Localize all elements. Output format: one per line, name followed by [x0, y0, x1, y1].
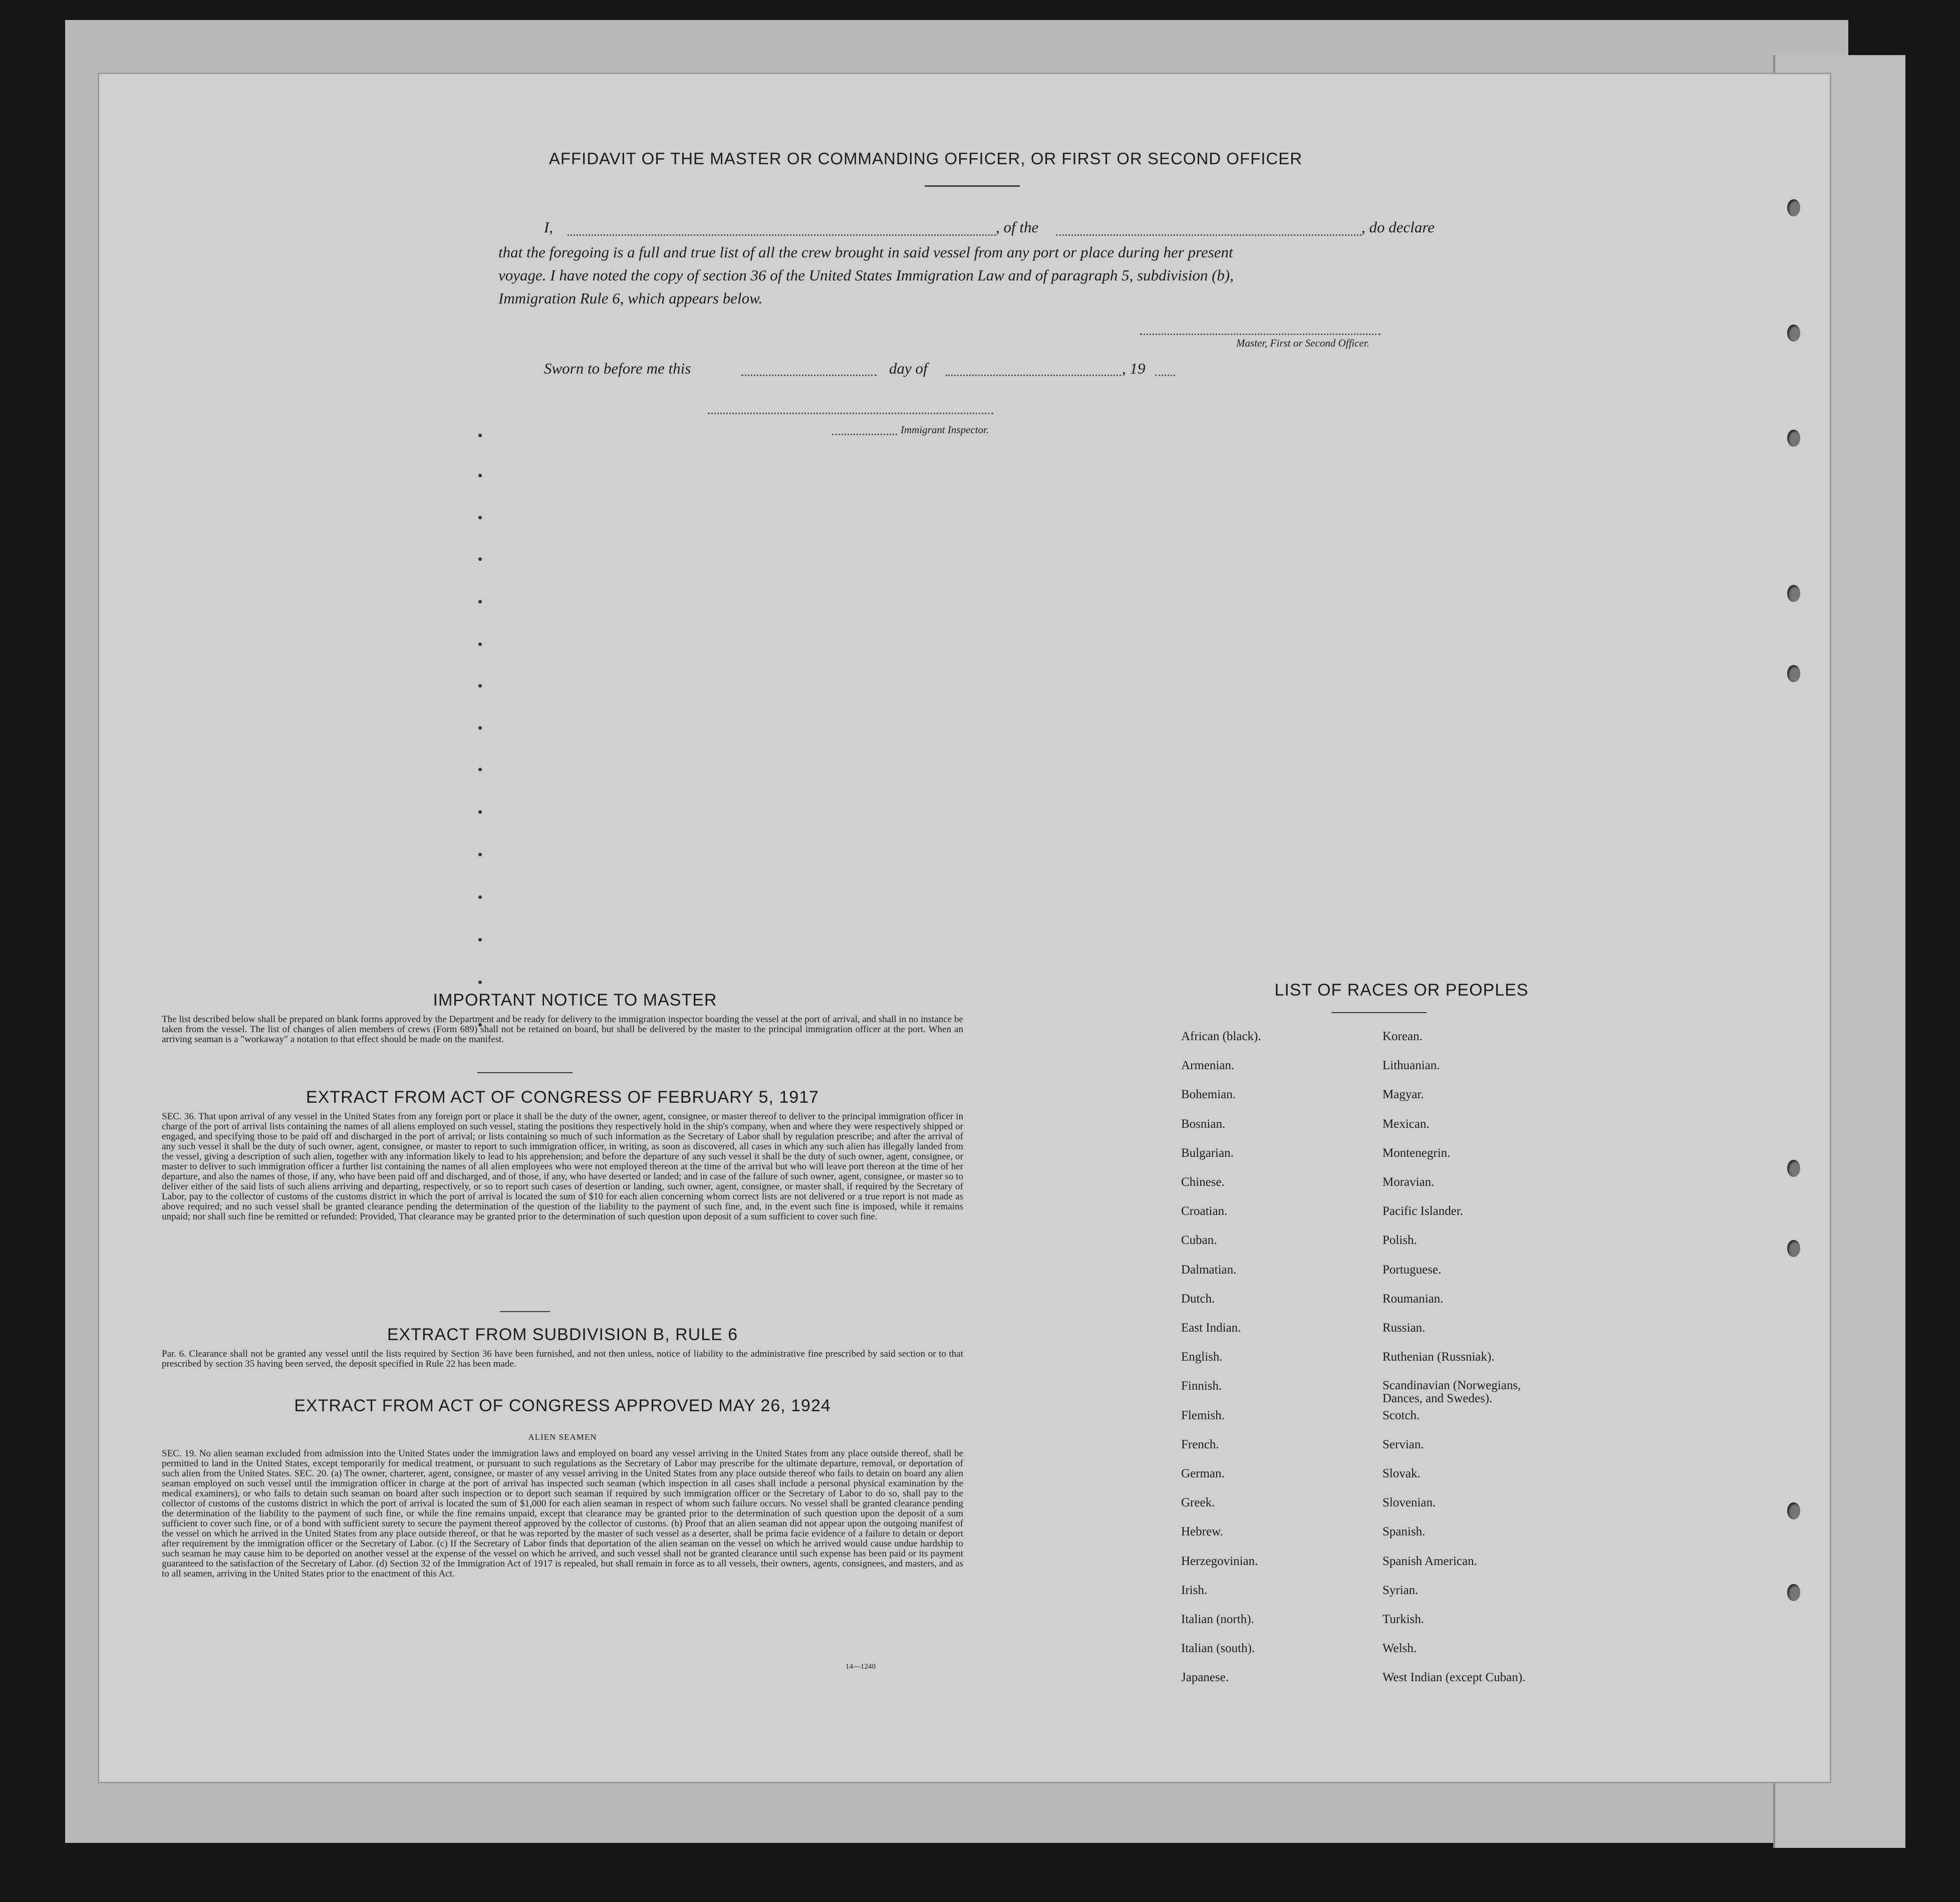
races-rule: [1331, 1012, 1427, 1013]
race-item: Portuguese.: [1382, 1262, 1442, 1277]
race-item: Bulgarian.: [1181, 1146, 1234, 1160]
punch-hole: [1787, 430, 1800, 447]
punch-hole: [1787, 1584, 1800, 1601]
race-item: Moravian.: [1382, 1175, 1435, 1189]
affidavit-line-4: Immigration Rule 6, which appears below.: [498, 289, 763, 307]
race-item: Bohemian.: [1181, 1088, 1236, 1102]
race-item: Scotch.: [1382, 1408, 1420, 1422]
mark: [478, 516, 482, 519]
race-item: German.: [1181, 1467, 1225, 1480]
race-item: Flemish.: [1181, 1408, 1225, 1422]
race-item: Slovenian.: [1382, 1496, 1436, 1510]
race-item: Greek.: [1181, 1496, 1215, 1510]
punch-hole: [1787, 325, 1800, 342]
race-item: Irish.: [1181, 1583, 1208, 1597]
race-item: Bosnian.: [1181, 1117, 1226, 1131]
race-item: Scandinavian (Norwegians, Dances, and Swedes).: [1382, 1379, 1521, 1406]
year-blank: [1155, 375, 1175, 376]
inspector-short-blank: [832, 434, 897, 435]
punch-hole: [1787, 1502, 1800, 1519]
race-item: French.: [1181, 1437, 1219, 1451]
notice-title: IMPORTANT NOTICE TO MASTER: [433, 991, 717, 1010]
extract-1924-text: SEC. 19. No alien seaman excluded from admission into the United States under the immigration laws and employed on board any vessel arriving in the United States from any place outside thereof, shall be permitted to land in the United States, except temporarily for medical treatment, or pursuant to such regulations as the Secretary of Labor may prescribe for the ultimate departure, removal, or deportation of such alien from the United States. SEC. 20. (a) The owner, charterer, agent, consignee, or master of any vessel arriving in the United States from any place outside thereof who fails to detain on board any alien seaman employed on such vessel until the immigration officer in charge at the port of arrival has inspected such seaman (which inspection in all cases shall include a personal physical examination by the medical examiners), or who fails to detain such seaman on board after such inspection or to deport such seaman if required by such immigration officer or the Secretary of Labor to do so, shall pay to the collector of customs of the customs district in which the port of arrival is located the sum of $1,000 for each alien seaman in respect of whom such failure occurs. No vessel shall be granted clearance pending the determination of the liability to the payment of such fine, or while the fine remains unpaid, except that clearance may be granted prior to the determination of such question upon the deposit of a sum sufficient to cover such fine, or of a bond with sufficient surety to secure the payment thereof approved by the collector of customs. (b) Proof that an alien seaman did not appear upon the outgoing manifest of the vessel on which he arrived in the United States from any place outside thereof, or that he was reported by the master of such vessel as a deserter, shall be prima facie evidence of a failure to detain or deport after requirement by the immigration officer or the Secretary of Labor. (c) If the Secretary of Labor finds that deportation of the alien seaman on the vessel on which he arrived would cause undue hardship to such seaman he may cause him to be deported on another vessel at the expense of the vessel on which he arrived, and such vessel shall not be granted clearance until such expense has been paid or its payment guaranteed to the satisfaction of the Secretary of Labor. (d) Section 32 of the Immigration Act of 1917 is repealed, but shall remain in force as to all vessels, their owners, agents, consignees, and masters, and as to all seamen, arriving in the United States prior to the enactment of this Act.: [162, 1448, 963, 1579]
race-item: Spanish American.: [1382, 1554, 1477, 1568]
race-item: Korean.: [1382, 1030, 1423, 1043]
mark: [478, 726, 482, 730]
day-of-text: day of: [889, 360, 928, 377]
race-item: Croatian.: [1181, 1204, 1228, 1218]
extract-1917-title: EXTRACT FROM ACT OF CONGRESS OF FEBRUARY 5, 1917: [306, 1088, 819, 1107]
punch-hole: [1787, 1160, 1800, 1177]
race-item: East Indian.: [1181, 1321, 1241, 1335]
affidavit-line-2: that the foregoing is a full and true list of all the crew brought in said vessel from any port or place during her present: [498, 243, 1233, 261]
affidavit-line-3: voyage. I have noted the copy of section 36 of the United States Immigration Law and of paragraph 5, subdivision (b),: [498, 266, 1234, 284]
punch-hole: [1787, 585, 1800, 602]
mark: [478, 895, 482, 899]
race-item: Finnish.: [1181, 1379, 1222, 1393]
mark: [478, 810, 482, 814]
master-caption: Master, First or Second Officer.: [1236, 337, 1369, 349]
mark: [478, 557, 482, 561]
race-item: Lithuanian.: [1382, 1059, 1440, 1073]
mark: [478, 434, 482, 437]
year-text: , 19: [1122, 360, 1146, 377]
mark: [478, 981, 482, 984]
race-item: Roumanian.: [1382, 1292, 1444, 1306]
form-number: 14—1240: [846, 1663, 876, 1671]
race-item: Herzegovinian.: [1181, 1554, 1258, 1568]
race-item: Magyar.: [1382, 1088, 1424, 1102]
race-item: English.: [1181, 1350, 1223, 1364]
mark: [478, 768, 482, 771]
mark: [478, 643, 482, 646]
inspector-signature-blank: [708, 413, 993, 414]
extract-1917-text: SEC. 36. That upon arrival of any vessel in the United States from any foreign port or place it shall be the duty of the owner, agent, consignee, or master thereof to deliver to the principal immigration officer in charge of the port of arrival lists containing the names of all aliens employed on such vessel, stating the positions they respectively hold in the ship's company, when and where they were respectively shipped or engaged, and specifying those to be paid off and discharged in the port of arrival; or lists containing so much of such information as the Secretary of Labor shall by regulation prescribe; and after the arrival of any such vessel it shall be the duty of such owner, agent, consignee, or master to report to such immigration officer, in writing, as soon as discovered, all cases in which any such alien has illegally landed from the vessel, giving a description of such alien, together with any information likely to lead to his apprehension; and before the departure of any such vessel it shall be the duty of such owner, agent, consignee, or master to deliver to such immigration officer a further list containing the names of all alien employees who were not employed thereon at the time of the arrival but who will leave port thereon at the time of her departure, and also the names of those, if any, who have been paid off and discharged, and of those, if any, who have deserted or landed; and in case of the failure of such owner, agent, consignee, or master so to deliver either of the said lists of such aliens arriving and departing, respectively, or so to report such cases of desertion or landing, such owner, agent, consignee, or master shall, if required by the Secretary of Labor, pay to the collector of customs of the customs district in which the port of arrival is located the sum of $10 for each alien concerning whom correct lists are not delivered or a true report is not made as above required; and no such vessel shall be granted clearance pending the determination of the question of the liability to the payment of such fine, and, in the event such fine is imposed, while it remains unpaid; nor shall such fine be remitted or refunded: Provided, That clearance may be granted prior to the determination of such question upon deposit of a sum sufficient to cover such fine.: [162, 1111, 963, 1222]
mark: [478, 938, 482, 941]
race-item: African (black).: [1181, 1030, 1261, 1043]
race-item: Italian (south).: [1181, 1642, 1255, 1656]
race-item: Italian (north).: [1181, 1613, 1254, 1626]
race-item: Russian.: [1382, 1321, 1426, 1335]
extract-1924-subtitle: ALIEN SEAMEN: [528, 1432, 597, 1442]
month-blank: [946, 375, 1121, 376]
race-item: Spanish.: [1382, 1525, 1426, 1539]
document-sheet: [99, 74, 1830, 1782]
master-signature-blank: [1140, 334, 1380, 335]
race-item: Armenian.: [1181, 1059, 1235, 1073]
race-item: Mexican.: [1382, 1117, 1430, 1131]
notice-rule: [477, 1072, 573, 1073]
race-item: West Indian (except Cuban).: [1382, 1671, 1526, 1685]
inspector-caption: Immigrant Inspector.: [901, 424, 989, 436]
race-item: Servian.: [1382, 1437, 1424, 1451]
affidavit-of-the: , of the: [996, 218, 1039, 236]
race-item: Dutch.: [1181, 1292, 1215, 1306]
rule-6-text: Par. 6. Clearance shall not be granted any vessel until the lists required by Section 36 have been furnished, and not then unless, notice of liability to the administrative fine prescribed by said section or to that prescribed by section 35 having been served, the deposit specified in Rule 22 has been made.: [162, 1349, 963, 1369]
mark: [478, 684, 482, 688]
affidavit-i: I,: [544, 218, 553, 236]
race-item: Pacific Islander.: [1382, 1204, 1464, 1218]
name-blank: [568, 234, 996, 236]
race-item: Syrian.: [1382, 1583, 1419, 1597]
notice-text: The list described below shall be prepared on blank forms approved by the Department and be ready for delivery to the immigration inspector boarding the vessel at the port of arrival, and shall in no instance be taken from the vessel. The list of changes of alien members of crews (Form 689) shall not be retained on board, but shall be delivered by the master to the principal immigration officer at the port. When an arriving seaman is a "workaway" a notation to that effect should be made on the manifest.: [162, 1014, 963, 1045]
races-title: LIST OF RACES OR PEOPLES: [1274, 981, 1529, 1000]
affidavit-declare: , do declare: [1361, 218, 1435, 236]
mark: [478, 474, 482, 477]
punch-hole: [1787, 199, 1800, 216]
mark: [478, 853, 482, 856]
title-rule: [925, 185, 1020, 187]
day-blank: [741, 375, 877, 376]
punch-hole: [1787, 1240, 1800, 1257]
rule-6-title: EXTRACT FROM SUBDIVISION B, RULE 6: [387, 1325, 738, 1344]
race-item: Cuban.: [1181, 1233, 1217, 1247]
race-item: Ruthenian (Russniak).: [1382, 1350, 1495, 1364]
punch-hole: [1787, 665, 1800, 682]
race-item: Japanese.: [1181, 1671, 1229, 1685]
race-item: Slovak.: [1382, 1467, 1421, 1480]
sworn-text: Sworn to before me this: [544, 360, 691, 377]
race-item: Turkish.: [1382, 1613, 1425, 1626]
race-item: Hebrew.: [1181, 1525, 1223, 1539]
vessel-blank: [1056, 234, 1361, 236]
race-item: Montenegrin.: [1382, 1146, 1451, 1160]
extract-rule: [500, 1311, 550, 1312]
affidavit-title: AFFIDAVIT OF THE MASTER OR COMMANDING OFFICER, OR FIRST OR SECOND OFFICER: [548, 149, 1303, 168]
extract-1924-title: EXTRACT FROM ACT OF CONGRESS APPROVED MAY 26, 1924: [294, 1396, 831, 1415]
race-item: Dalmatian.: [1181, 1262, 1237, 1277]
race-item: Chinese.: [1181, 1175, 1225, 1189]
race-item: Welsh.: [1382, 1642, 1417, 1656]
race-item: Polish.: [1382, 1233, 1417, 1247]
mark: [478, 600, 482, 603]
